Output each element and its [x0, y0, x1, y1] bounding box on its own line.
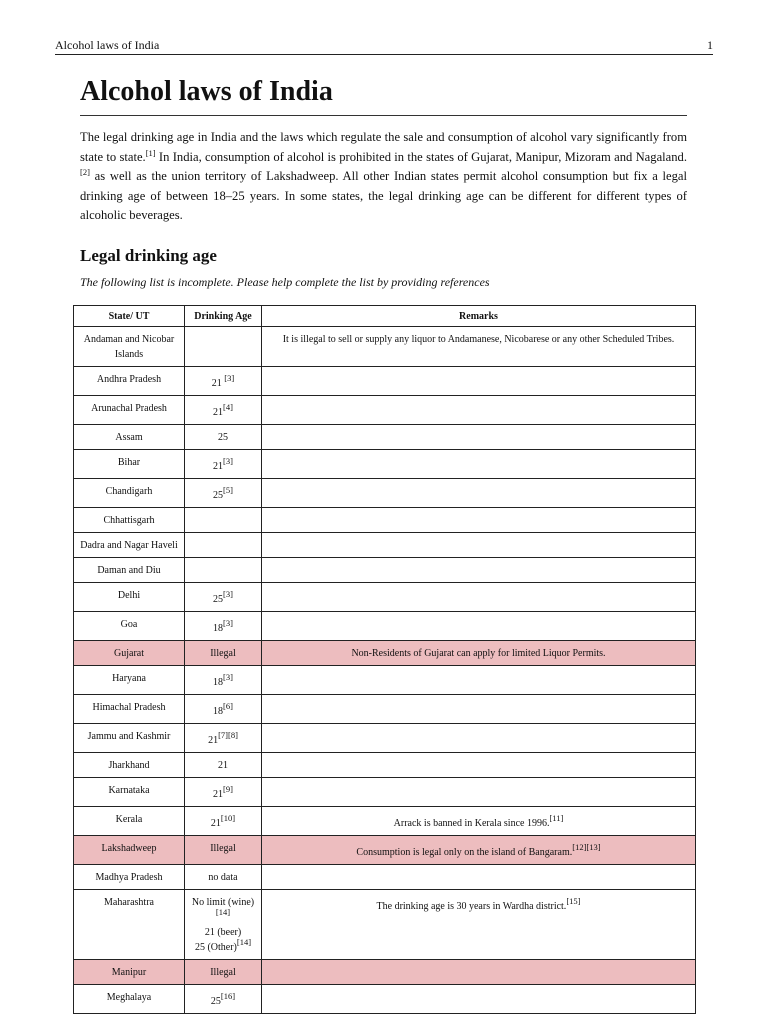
remarks-cell [262, 666, 696, 695]
age-cell [185, 396, 262, 425]
state-cell: Madhya Pradesh [74, 865, 185, 890]
age-text: Illegal [210, 843, 236, 854]
remarks-cell [262, 396, 696, 425]
state-cell: Maharashtra [74, 890, 185, 960]
table-row [74, 479, 696, 508]
state-cell: Haryana [74, 666, 185, 695]
state-cell: Goa [74, 612, 185, 641]
citation-link[interactable]: [3] [223, 589, 233, 599]
citation-link[interactable]: [14] [236, 937, 252, 947]
page-title: Alcohol laws of India [80, 76, 687, 116]
age-text: 21 [213, 407, 224, 418]
table-row [74, 558, 696, 583]
remarks-cell [262, 890, 696, 960]
age-cell [185, 666, 262, 695]
age-cell [185, 753, 262, 778]
running-header-title: Alcohol laws of India [55, 38, 160, 52]
remarks-cell [262, 960, 696, 985]
age-text: 18 [213, 623, 224, 634]
table-row [74, 367, 696, 396]
running-header [55, 38, 713, 55]
state-cell: Chandigarh [74, 479, 185, 508]
citation-link[interactable]: [3] [223, 456, 233, 466]
age-cell [185, 890, 262, 960]
citation-link[interactable]: [1] [145, 147, 156, 158]
age-text: 21 [218, 760, 228, 771]
remarks-cell [262, 533, 696, 558]
age-text: 21 [208, 735, 219, 746]
citation-link[interactable]: [3] [223, 672, 233, 682]
citation-link[interactable]: [14] [215, 907, 231, 917]
state-cell: Manipur [74, 960, 185, 985]
age-cell [185, 327, 262, 367]
remarks-cell [262, 695, 696, 724]
intro-text: as well as the union territory of Lakshadweep. All other Indian states permit alcohol consumption but fix a legal drinking age of between 18–25 years. In some states, the legal drinking age can be different for different types of alcoholic beverages. [80, 169, 687, 222]
citation-link[interactable]: [4] [223, 402, 233, 412]
age-text: 21 (beer) [204, 927, 242, 938]
remarks-cell [262, 367, 696, 396]
drinking-age-table [73, 305, 696, 1014]
citation-link[interactable]: [5] [223, 485, 233, 495]
remarks-cell [262, 558, 696, 583]
state-cell: Delhi [74, 583, 185, 612]
remarks-cell [262, 641, 696, 666]
section-heading: Legal drinking age [80, 246, 217, 265]
remarks-text: It is illegal to sell or supply any liquor to Andamanese, Nicobarese or any other Scheduled Tribes. [282, 334, 675, 345]
intro-text: The legal drinking age in India and the laws which regulate the sale and consumption of alcohol vary significantly from state to state. [80, 130, 687, 164]
table-row [74, 396, 696, 425]
age-text: 18 [213, 706, 224, 717]
citation-link[interactable]: [3] [223, 618, 233, 628]
state-cell: Himachal Pradesh [74, 695, 185, 724]
table-row [74, 753, 696, 778]
remarks-cell [262, 865, 696, 890]
table-row [74, 724, 696, 753]
citation-link[interactable]: [6] [223, 701, 233, 711]
column-header: Drinking Age [185, 306, 262, 327]
table-row [74, 865, 696, 890]
age-text: 21 [211, 378, 225, 389]
age-cell [185, 583, 262, 612]
state-cell: Andaman and Nicobar Islands [74, 327, 185, 367]
state-cell: Dadra and Nagar Haveli [74, 533, 185, 558]
age-cell [185, 533, 262, 558]
table-header-row [74, 306, 696, 327]
remarks-cell [262, 985, 696, 1014]
citation-link[interactable]: [9] [223, 784, 233, 794]
age-text: 21 [213, 461, 224, 472]
remarks-cell [262, 724, 696, 753]
age-cell [185, 479, 262, 508]
remarks-text: The drinking age is 30 years in Wardha district. [376, 901, 567, 912]
age-cell [185, 425, 262, 450]
citation-link[interactable]: [12][13] [572, 842, 601, 852]
age-cell [185, 641, 262, 666]
incomplete-list-note: The following list is incomplete. Please help complete the list by providing references [80, 275, 490, 289]
state-cell: Andhra Pradesh [74, 367, 185, 396]
age-cell [185, 695, 262, 724]
citation-link[interactable]: [11] [549, 813, 564, 823]
table-row [74, 890, 696, 960]
table-row [74, 960, 696, 985]
age-text: 21 [213, 789, 224, 800]
page-number: 1 [707, 38, 713, 52]
remarks-text: Arrack is banned in Kerala since 1996. [393, 818, 550, 829]
table-row [74, 836, 696, 865]
age-text: No limit (wine) [191, 897, 255, 908]
table-row [74, 508, 696, 533]
table-row [74, 985, 696, 1014]
age-text: Illegal [210, 648, 236, 659]
age-cell [185, 367, 262, 396]
citation-link[interactable]: [7][8] [218, 730, 238, 740]
remarks-cell [262, 327, 696, 367]
remarks-cell [262, 778, 696, 807]
state-cell: Kerala [74, 807, 185, 836]
state-cell: Gujarat [74, 641, 185, 666]
table-row [74, 327, 696, 367]
age-cell [185, 450, 262, 479]
table-row [74, 533, 696, 558]
age-text: 25 (Other) [194, 942, 237, 953]
table-row [74, 641, 696, 666]
age-text: 21 [210, 818, 221, 829]
state-cell: Meghalaya [74, 985, 185, 1014]
citation-link[interactable]: [15] [566, 896, 581, 906]
remarks-cell [262, 508, 696, 533]
age-cell [185, 807, 262, 836]
state-cell: Assam [74, 425, 185, 450]
citation-link[interactable]: [16] [220, 991, 236, 1001]
age-cell [185, 836, 262, 865]
state-cell: Chhattisgarh [74, 508, 185, 533]
state-cell: Bihar [74, 450, 185, 479]
remarks-cell [262, 479, 696, 508]
state-cell: Daman and Diu [74, 558, 185, 583]
table-row [74, 425, 696, 450]
remarks-text: Consumption is legal only on the island of Bangaram. [356, 847, 573, 858]
remarks-cell [262, 753, 696, 778]
remarks-cell [262, 425, 696, 450]
age-text: 25 [213, 490, 224, 501]
remarks-cell [262, 612, 696, 641]
remarks-text: Non-Residents of Gujarat can apply for limited Liquor Permits. [351, 648, 606, 659]
citation-link[interactable]: [2] [80, 167, 90, 177]
citation-link[interactable]: [10] [220, 813, 236, 823]
intro-paragraph [80, 128, 687, 226]
age-cell [185, 612, 262, 641]
remarks-cell [262, 807, 696, 836]
table-row [74, 695, 696, 724]
age-cell [185, 724, 262, 753]
age-text: 25 [213, 594, 224, 605]
age-cell [185, 558, 262, 583]
state-cell: Lakshadweep [74, 836, 185, 865]
table-body [74, 327, 696, 1014]
state-cell: Arunachal Pradesh [74, 396, 185, 425]
table-row [74, 583, 696, 612]
citation-link[interactable]: [3] [224, 373, 235, 383]
age-cell [185, 865, 262, 890]
age-text: 18 [213, 677, 224, 688]
state-cell: Jharkhand [74, 753, 185, 778]
age-line [188, 895, 258, 925]
age-cell [185, 960, 262, 985]
remarks-cell [262, 450, 696, 479]
intro-text: In India, consumption of alcohol is prohibited in the states of Gujarat, Manipur, Mizoram and Nagaland. [155, 149, 687, 164]
remarks-cell [262, 583, 696, 612]
age-line [188, 937, 258, 955]
column-header: Remarks [262, 306, 696, 327]
age-cell [185, 778, 262, 807]
age-text: no data [208, 872, 238, 883]
table-row [74, 807, 696, 836]
age-text: 25 [218, 432, 228, 443]
table-row [74, 666, 696, 695]
age-cell [185, 985, 262, 1014]
age-text: Illegal [210, 967, 236, 978]
table-row [74, 778, 696, 807]
column-header: State/ UT [74, 306, 185, 327]
state-cell: Jammu and Kashmir [74, 724, 185, 753]
age-cell [185, 508, 262, 533]
age-text: 25 [210, 996, 221, 1007]
state-cell: Karnataka [74, 778, 185, 807]
table-row [74, 450, 696, 479]
table-row [74, 612, 696, 641]
remarks-cell [262, 836, 696, 865]
